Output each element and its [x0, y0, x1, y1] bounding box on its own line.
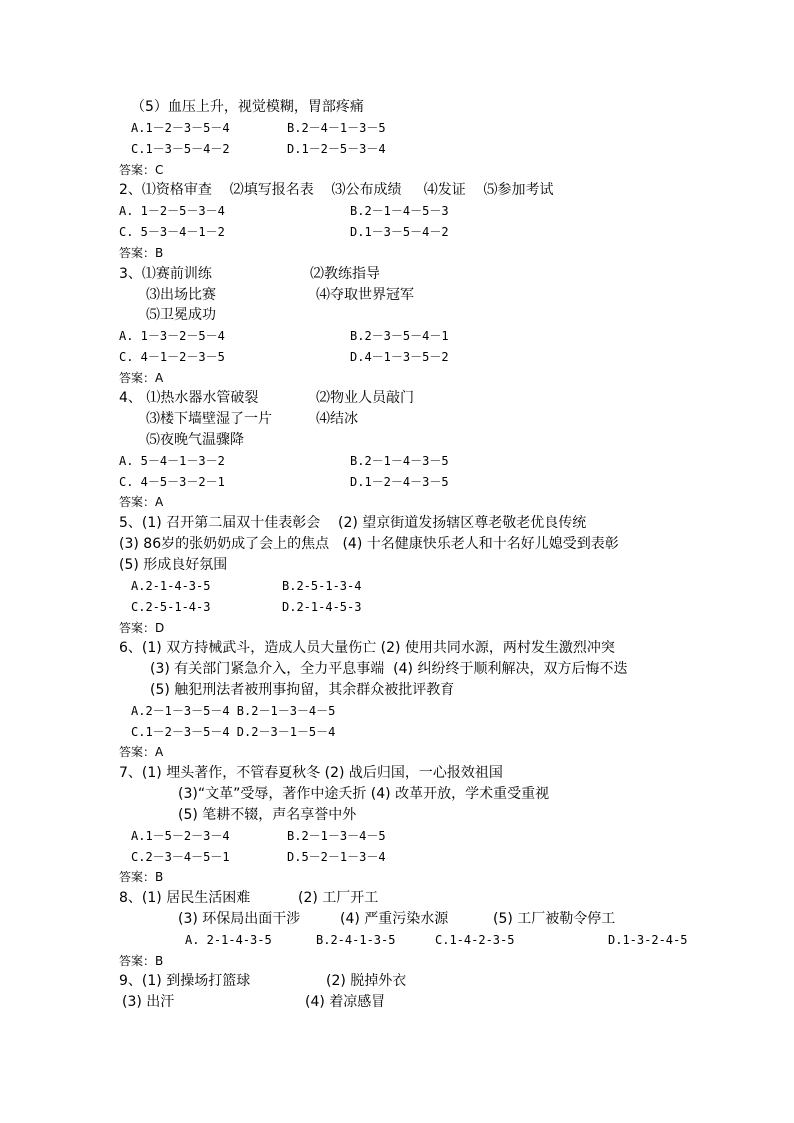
q8-option-d: D.1-3-2-4-5: [608, 933, 688, 947]
q5-items-line3: (5) 形成良好氛围: [119, 557, 228, 573]
q8-option-b: B.2-4-1-3-5: [316, 933, 396, 947]
q5-option-b: B.2-5-1-3-4: [282, 579, 362, 593]
q1-option-c: C.1－3－5－4－2: [131, 142, 230, 156]
q4-item2: ⑵物业人员敲门: [316, 390, 414, 406]
q8-item2: (2) 工厂开工: [298, 890, 379, 906]
q6-items-line2: (3) 有关部门紧急介入，全力平息事端 (4) 纠纷终于顺利解决，双方后悔不迭: [150, 661, 628, 677]
q3-item4: ⑷夺取世界冠军: [316, 287, 414, 303]
q7-answer: 答案：B: [119, 870, 164, 884]
q3-item1: 3、⑴赛前训练: [119, 266, 212, 282]
q6-options-cd: C.1－2－3－5－4 D.2－3－1－5－4: [131, 725, 336, 739]
q4-item5: ⑸夜晚气温骤降: [146, 432, 244, 448]
q9-item4: (4) 着凉感冒: [305, 994, 386, 1010]
q4-option-c: C. 4－5－3－2－1: [119, 475, 225, 489]
q1-option-a: A.1－2－3－5－4: [131, 121, 230, 135]
q8-option-a: A. 2-1-4-3-5: [185, 933, 272, 947]
q7-items-line1: 7、(1) 埋头著作，不管春夏秋冬 (2) 战后归国，一心报效祖国: [119, 765, 503, 781]
q4-option-d: D.1－2－4－3－5: [350, 475, 449, 489]
q3-option-d: D.4－1－3－5－2: [350, 350, 449, 364]
q9-item1: 9、(1) 到操场打篮球: [119, 973, 251, 989]
q7-items-line3: (5) 笔耕不辍，声名享誉中外: [178, 807, 357, 823]
q2-option-a: A. 1－2－5－3－4: [119, 204, 225, 218]
q8-item1: 8、(1) 居民生活困难: [119, 890, 251, 906]
q3-option-b: B.2－3－5－4－1: [350, 329, 449, 343]
q5-option-d: D.2-1-4-5-3: [282, 600, 362, 614]
q3-option-a: A. 1－3－2－5－4: [119, 329, 225, 343]
q4-item3: ⑶楼下墙壁湿了一片: [146, 411, 272, 427]
q1-item5: （5）血压上升，视觉模糊，胃部疼痛: [131, 99, 364, 115]
q7-option-c: C.2－3－4－5－1: [131, 850, 230, 864]
q8-answer: 答案：B: [119, 954, 164, 968]
q5-answer: 答案：D: [119, 621, 165, 635]
q8-item5: (5) 工厂被勒令停工: [493, 911, 616, 927]
q4-option-b: B.2－1－4－3－5: [350, 454, 449, 468]
q7-option-d: D.5－2－1－3－4: [287, 850, 386, 864]
q6-options-ab: A.2－1－3－5－4 B.2－1－3－4－5: [131, 704, 336, 718]
q5-option-c: C.2-5-1-4-3: [131, 600, 211, 614]
q9-item3: (3) 出汗: [122, 994, 175, 1010]
q2-option-d: D.1－3－5－4－2: [350, 225, 449, 239]
q9-item2: (2) 脱掉外衣: [326, 973, 407, 989]
q6-items-line1: 6、(1) 双方持械武斗，造成人员大量伤亡 (2) 使用共同水源，两村发生激烈冲突: [119, 640, 615, 656]
q3-option-c: C. 4－1－2－3－5: [119, 350, 225, 364]
q3-item3: ⑶出场比赛: [146, 287, 216, 303]
q7-option-b: B.2－1－3－4－5: [287, 829, 386, 843]
q8-option-c: C.1-4-2-3-5: [435, 933, 515, 947]
q2-items: 2、⑴资格审查 ⑵填写报名表 ⑶公布成绩 ⑷发证 ⑸参加考试: [119, 182, 554, 198]
q3-answer: 答案：A: [119, 371, 164, 385]
q4-item1: 4、 ⑴热水器水管破裂: [119, 390, 259, 406]
q8-item4: (4) 严重污染水源: [340, 911, 449, 927]
q2-option-c: C. 5－3－4－1－2: [119, 225, 225, 239]
q1-option-d: D.1－2－5－3－4: [287, 142, 386, 156]
q6-items-line3: (5) 触犯刑法者被刑事拘留，其余群众被批评教育: [150, 682, 455, 698]
q7-option-a: A.1－5－2－3－4: [131, 829, 230, 843]
q3-item2: ⑵教练指导: [310, 266, 380, 282]
q1-answer: 答案：C: [119, 163, 164, 177]
q8-item3: (3) 环保局出面干涉: [178, 911, 301, 927]
q2-answer: 答案：B: [119, 246, 164, 260]
q4-item4: ⑷结冰: [316, 411, 358, 427]
q4-answer: 答案：A: [119, 495, 164, 509]
q7-items-line2: (3)“文革”受辱，著作中途夭折 (4) 改革开放，学术重受重视: [178, 786, 550, 802]
q2-option-b: B.2－1－4－5－3: [350, 204, 449, 218]
q5-items-line2: (3) 86岁的张奶奶成了会上的焦点 (4) 十名健康快乐老人和十名好儿媳受到表彰: [119, 536, 619, 552]
q5-option-a: A.2-1-4-3-5: [131, 579, 211, 593]
q1-option-b: B.2－4－1－3－5: [287, 121, 386, 135]
q5-items-line1: 5、(1) 召开第二届双十佳表彰会 (2) 望京街道发扬辖区尊老敬老优良传统: [119, 515, 587, 531]
q4-option-a: A. 5－4－1－3－2: [119, 454, 225, 468]
q6-answer: 答案：A: [119, 745, 164, 759]
q3-item5: ⑸卫冕成功: [146, 307, 216, 323]
